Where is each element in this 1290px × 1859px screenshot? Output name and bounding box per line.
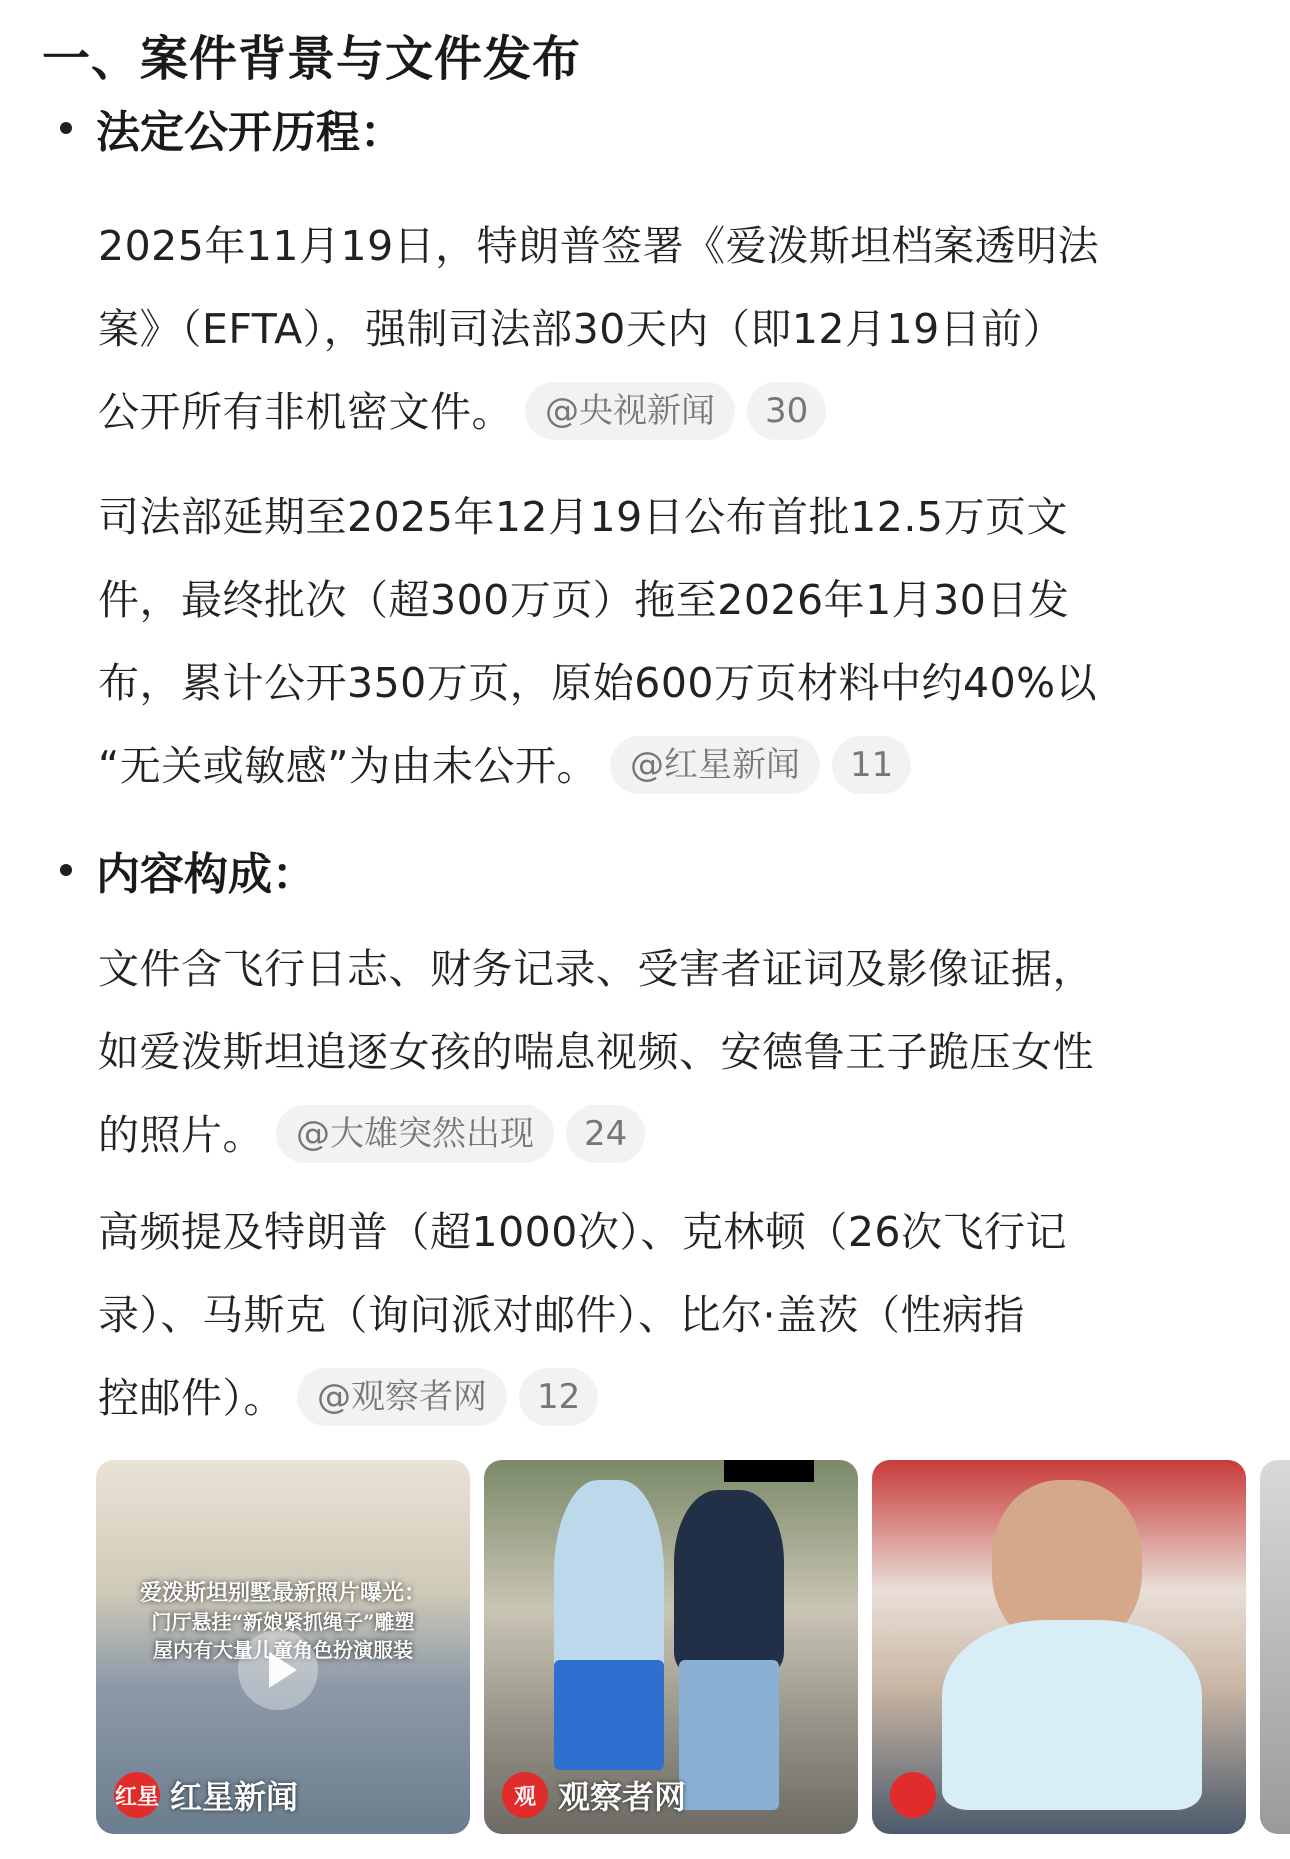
text-line: 文件含飞行日志、财务记录、受害者证词及影像证据，	[98, 945, 1094, 993]
paragraph	[98, 476, 1258, 808]
text-line: 高频提及特朗普（超1000次）、克林顿（26次飞行记	[98, 1208, 1068, 1256]
bullet-dot	[60, 864, 72, 876]
paragraph	[98, 1191, 1258, 1440]
thumbnail-source	[502, 1772, 686, 1818]
reference-count-badge[interactable]: 24	[566, 1105, 645, 1163]
reference-count-badge[interactable]: 11	[832, 736, 911, 794]
source-logo-icon: 红星	[114, 1772, 160, 1818]
source-logo-icon	[890, 1772, 936, 1818]
text-line: 司法部延期至2025年12月19日公布首批12.5万页文	[98, 493, 1068, 541]
text-line-last	[98, 725, 1258, 808]
bullet-title: 法定公开历程：	[96, 107, 404, 158]
bullet-dot	[60, 122, 72, 134]
person-figure	[554, 1660, 664, 1770]
text-line-content: 控邮件）。	[98, 1374, 285, 1422]
image-gallery	[96, 1460, 1290, 1834]
caption-line: 门厅悬挂“新娘紧抓绳子”雕塑	[151, 1610, 415, 1634]
text-line-last	[98, 1357, 1258, 1440]
image-thumbnail-card-partial[interactable]	[1260, 1460, 1290, 1834]
source-name: 红星新闻	[170, 1778, 299, 1816]
caption-line: 屋内有大量儿童角色扮演服装	[153, 1638, 413, 1662]
paragraph	[98, 205, 1258, 454]
bullet-heading-legal-process	[60, 96, 404, 160]
image-thumbnail-card[interactable]	[872, 1460, 1246, 1834]
text-line-content: 公开所有非机密文件。	[98, 388, 513, 436]
person-figure	[674, 1490, 784, 1670]
text-line-last	[98, 1094, 1258, 1177]
reference-count-badge[interactable]: 12	[519, 1368, 598, 1426]
text-line-content: “无关或敏感”为由未公开。	[98, 742, 598, 790]
paragraph	[98, 928, 1258, 1177]
source-chip[interactable]: @大雄突然出现	[276, 1105, 554, 1163]
source-chip[interactable]: @央视新闻	[525, 382, 735, 440]
source-chip[interactable]: @红星新闻	[610, 736, 820, 794]
image-thumbnail-card[interactable]	[484, 1460, 858, 1834]
text-line: 2025年11月19日，特朗普签署《爱泼斯坦档案透明法	[98, 222, 1100, 270]
play-icon[interactable]	[238, 1630, 318, 1710]
text-line: 布，累计公开350万页，原始600万页材料中约40%以	[98, 659, 1098, 707]
text-line: 案》（EFTA），强制司法部30天内（即12月19日前）	[98, 305, 1065, 353]
person-figure	[679, 1660, 779, 1810]
text-line: 如爱泼斯坦追逐女孩的喘息视频、安德鲁王子跪压女性	[98, 1028, 1094, 1076]
thumbnail-source	[890, 1772, 946, 1818]
person-figure	[942, 1620, 1202, 1810]
bullet-heading-content	[60, 838, 316, 902]
text-line-last	[98, 371, 1258, 454]
redaction-bar	[724, 1460, 814, 1482]
source-name: 观察者网	[558, 1778, 687, 1816]
caption-line: 爱泼斯坦别墅最新照片曝光：	[139, 1580, 426, 1606]
source-chip[interactable]: @观察者网	[297, 1368, 507, 1426]
thumbnail-source	[114, 1772, 298, 1818]
text-line: 录）、马斯克（询问派对邮件）、比尔·盖茨（性病指	[98, 1291, 1026, 1339]
section-title: 一、案件背景与文件发布	[42, 31, 582, 87]
video-thumbnail-card[interactable]	[96, 1460, 470, 1834]
source-logo-icon: 观	[502, 1772, 548, 1818]
reference-count-badge[interactable]: 30	[747, 382, 826, 440]
text-line: 件，最终批次（超300万页）拖至2026年1月30日发	[98, 576, 1070, 624]
bullet-title: 内容构成：	[96, 849, 316, 900]
text-line-content: 的照片。	[98, 1111, 264, 1159]
